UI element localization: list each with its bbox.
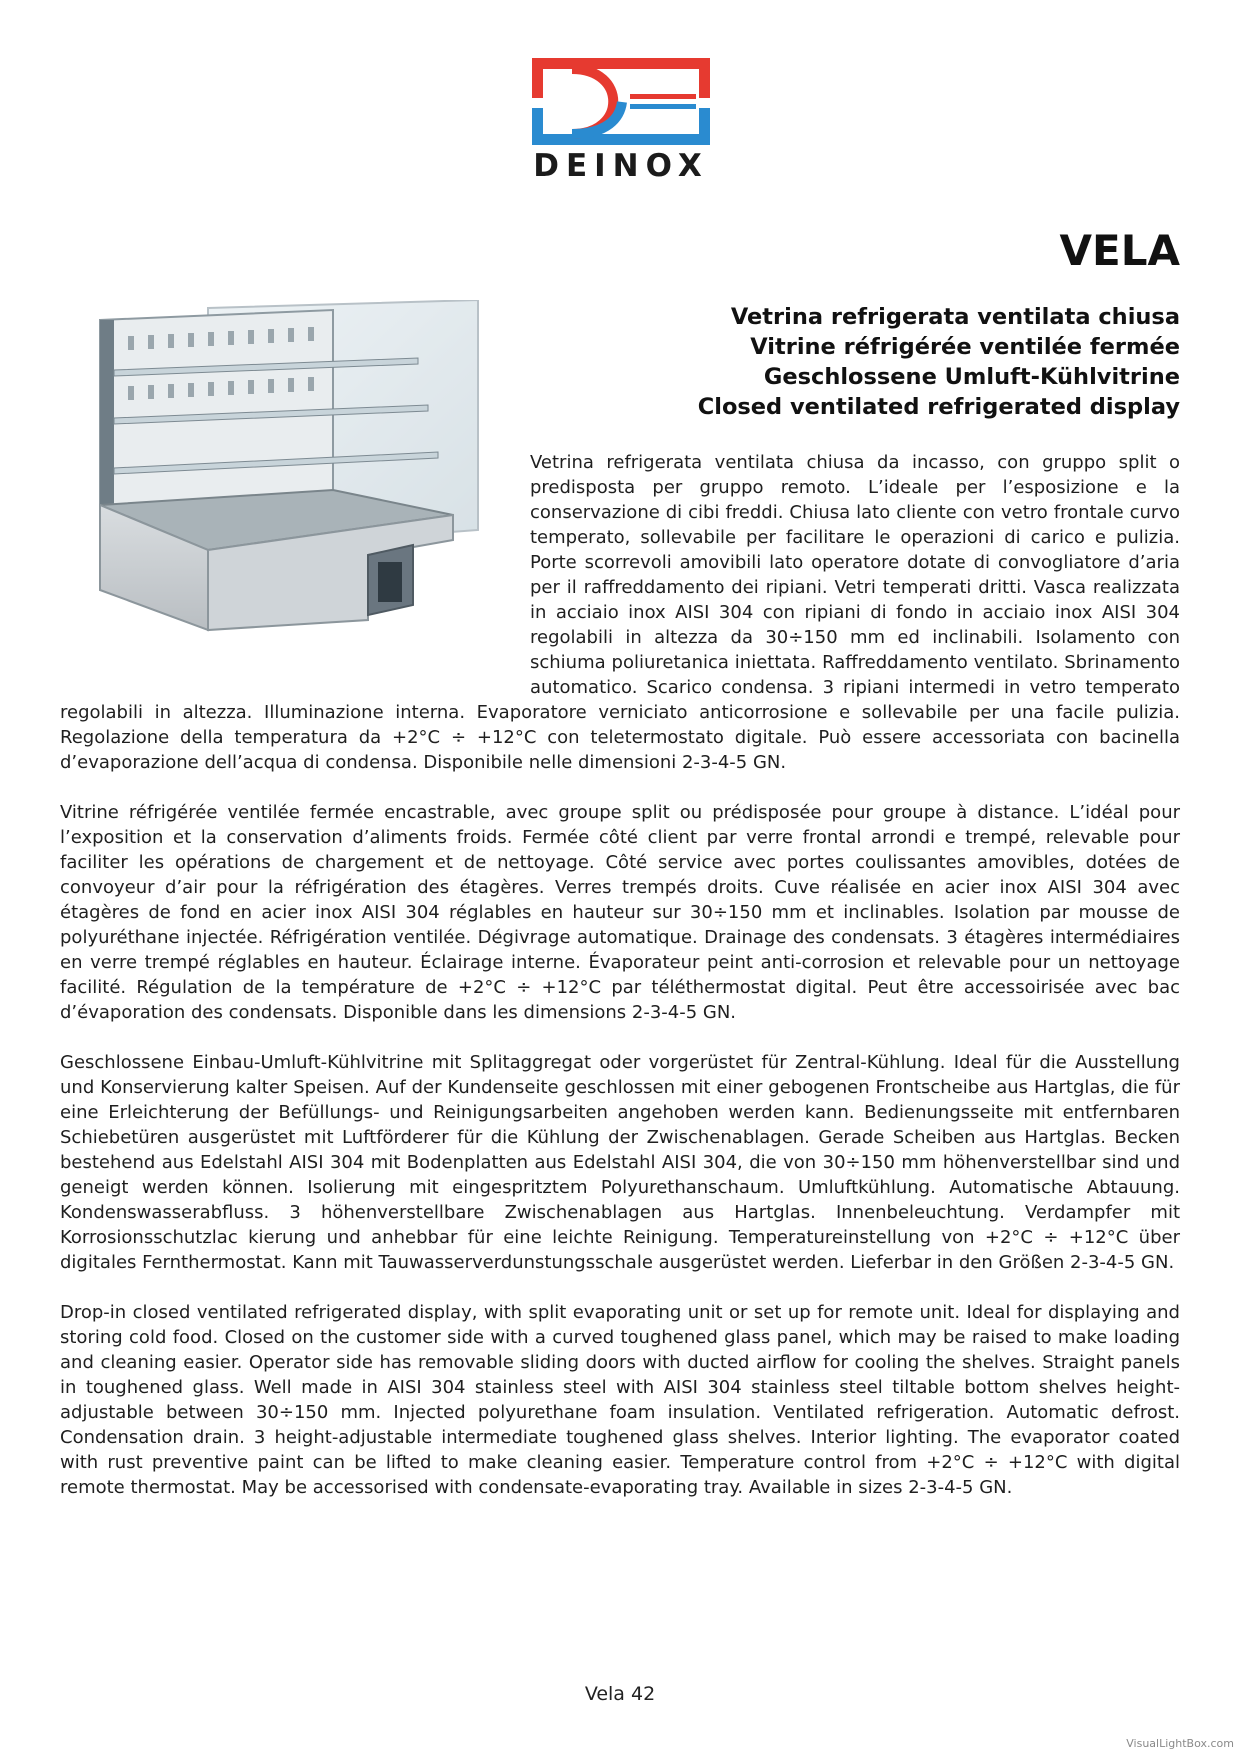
subtitle-en: Closed ventilated refrigerated display <box>697 394 1180 420</box>
page-footer: Vela 42 <box>584 1683 656 1705</box>
deinox-logo-mark <box>532 58 710 154</box>
subtitle-it: Vetrina refrigerata ventilata chiusa <box>730 304 1180 330</box>
paragraph-fr: Vitrine réfrigérée ventilée fermée encastrable, avec groupe split ou prédisposée pour groupe à distance. L’idéal pour l’exposition et la conservation d’aliments froids. Fermée côté client par verre frontal arrondi e trempé, relevable pour faciliter les opérations de chargement et de nettoyage. Côté service avec portes coulissantes amovibles, dotées de convoyeur d’air pour la réfrigération des étagères. Verres trempés droits. Cuve réalisée en acier inox AISI 304 avec étagères de fond en acier inox AISI 304 réglables en hauteur sur 30÷150 mm et inclinables. Isolation par mousse de polyuréthane injectée. Réfrigération ventilée. Dégivrage automatique. Drainage des condensats. 3 étagères intermédiaires en verre trempé réglables en hauteur. Éclairage interne. Évaporateur peint anti-corrosion et relevable pour un nettoyage facilité. Régulation de la température de +2°C ÷ +12°C par téléthermostat digital. Peut être accessoirisée avec bac d’évaporation des condensats. Disponible dans les dimensions 2-3-4-5 GN. <box>60 802 1180 1023</box>
paragraph-en: Drop-in closed ventilated refrigerated display, with split evaporating unit or set up for remote unit. Ideal for displaying and storing cold food. Closed on the customer side with a curved toughened glass panel, which may be raised to make loading and cleaning easier. Operator side has removable sliding doors with ducted airflow for cooling the shelves. Straight panels in toughened glass. Well made in AISI 304 stainless steel with AISI 304 stainless steel tiltable bottom shelves height-adjustable between 30÷150 mm. Injected polyurethane foam insulation. Ventilated refrigeration. Automatic defrost. Condensation drain. 3 height-adjustable intermediate toughened glass shelves. Interior lighting. The evaporator coated with rust preventive paint can be lifted to make cleaning easier. Temperature control from +2°C ÷ +12°C with digital remote thermostat. May be accessorised with condensate-evaporating tray. Available in sizes 2-3-4-5 GN. <box>60 1302 1180 1498</box>
deinox-logo <box>532 58 710 186</box>
product-title: VELA <box>1059 226 1180 275</box>
description-text <box>60 450 1180 1525</box>
logo-text: DEINOX <box>533 148 709 184</box>
paragraph-de: Geschlossene Einbau-Umluft-Kühlvitrine mit Splitaggregat oder vorgerüstet für Zentral-Kühlung. Ideal für die Ausstellung und Konservierung kalter Speisen. Auf der Kundenseite geschlossen mit einer gebogenen Frontscheibe aus Hartglas, die für eine Erleichterung der Befüllungs- und Reinigungsarbeiten angehoben werden kann. Bedienungsseite mit entfernbaren Schiebetüren ausgerüstet mit Luftförderer für die Kühlung der Zwischenablagen. Gerade Scheiben aus Hartglas. Becken bestehend aus Edelstahl AISI 304 mit Bodenplatten aus Edelstahl AISI 304, die von 30÷150 mm höhenverstellbar sind und geneigt werden können. Isolierung mit eingespritztem Polyurethanschaum. Umluftkühlung. Automatische Abtauung. Kondenswasserabfluss. 3 höhenverstellbare Zwischenablagen aus Hartglas. Innenbeleuchtung. Verdampfer mit Korrosionsschutzlac kierung und anhebbar für eine leichte Reinigung. Temperatureinstellung von +2°C ÷ +12°C über digitales Fernthermostat. Kann mit Tauwasserverdunstungsschale ausgerüstet werden. Lieferbar in den Größen 2-3-4-5 GN. <box>60 1052 1180 1273</box>
image-float-spacer <box>60 450 530 700</box>
subtitle-fr: Vitrine réfrigérée ventilée fermée <box>750 334 1180 360</box>
watermark: VisualLightBox.com <box>1126 1737 1234 1750</box>
paragraph-it: Vetrina refrigerata ventilata chiusa da incasso, con gruppo split o predisposta per gruppo remoto. L’ideale per l’esposizione e la conservazione di cibi freddi. Chiusa lato cliente con vetro frontale curvo temperato, sollevabile per facilitare le operazioni di carico e pulizia. Porte scorrevoli amovibili lato operatore dotate di convogliatore d’aria per il raffreddamento dei ripiani. Vetri temperati dritti. Vasca realizzata in acciaio inox AISI 304 con ripiani di fondo in acciaio inox AISI 304 regolabili in altezza da 30÷150 mm ed inclinabili. Isolamento con schiuma poliuretanica iniettata. Raffreddamento ventilato. Sbrinamento automatico. Scarico condensa. 3 ripiani intermedi in vetro temperato regolabili in altezza. Illuminazione interna. Evaporatore verniciato anticorrosione e sollevabile per una facile pulizia. Regolazione della temperatura da +2°C ÷ +12°C con teletermostato digitale. Può essere accessoriata con bacinella d’evaporazione dell’acqua di condensa. Disponibile nelle dimensioni 2-3-4-5 GN. <box>60 452 1180 773</box>
subtitle-de: Geschlossene Umluft-Kühlvitrine <box>763 364 1180 390</box>
subtitle-group <box>698 302 1180 422</box>
